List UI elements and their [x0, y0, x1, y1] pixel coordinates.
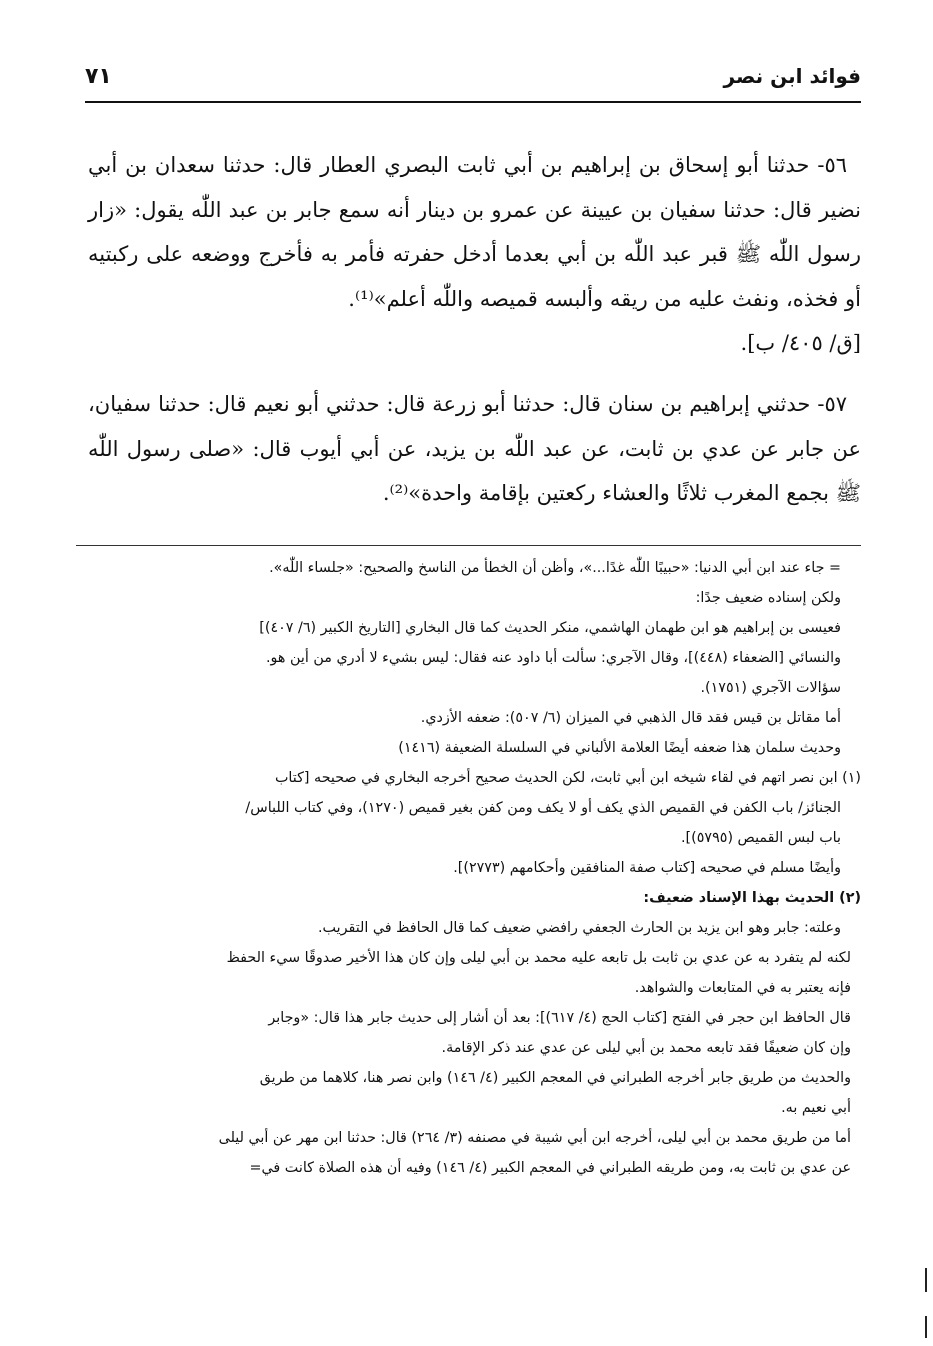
footnote-1-line: (١) ابن نصر اتهم في لقاء شيخه ابن أبي ثابت، لكن الحديث صحيح أخرجه البخاري في صحيحه [كتاب [274, 770, 861, 786]
footnote-2-line: قال الحافظ ابن حجر في الفتح [كتاب الحج (٤/ ٦١٧)]: بعد أن أشار إلى حديث جابر هذا قال: «وجابر [268, 1010, 851, 1026]
footnote-2-line: وإن كان ضعيفًا فقد تابعه محمد بن أبي ليلى عن عدي عند ذكر الإقامة. [441, 1040, 851, 1056]
hadith-56 [88, 143, 861, 321]
footnote-line: والنسائي [الضعفاء (٤٤٨)]، وقال الآجري: سألت أبا داود عنه فقال: ليس بشيء لا أدري من أين هو. [265, 650, 841, 666]
footnote-1-line: باب لبس القميص (٥٧٩٥)]. [681, 830, 841, 846]
footnote-2-line: عن عدي بن ثابت به، ومن طريقه الطبراني في المعجم الكبير (٤/ ١٤٦) وفيه أن هذه الصلاة كانت في= [249, 1160, 851, 1176]
footnote-1-line: الجنائز/ باب الكفن في القميص الذي يكف أو لا يكف ومن كفن بغير قميص (١٢٧٠)، وفي كتاب اللباس/ [245, 800, 841, 816]
footnote-2-line: لكنه لم يتفرد به عن عدي بن ثابت بل تابعه عليه محمد بن أبي ليلى وإن كان هذا الأخير صدوقًا سيء الحفظ [226, 950, 851, 966]
scan-edge-mark [925, 1268, 927, 1292]
hadith-line: عبد اللّٰه يقول: «زار رسول اللّٰه ﷺ قبر عبد اللّٰه بن أبي بعدما أدخل حفرته فأمر به [88, 197, 861, 267]
hadith-line: حدثنا سفيان، عن جابر عن عدي بن ثابت، عن عبد اللّٰه بن يزيد، عن أبي أيوب قال: [88, 391, 861, 461]
footnote-line: سؤالات الآجري (١٧٥١). [700, 680, 841, 696]
main-text [88, 143, 861, 516]
footnote-line: فعيسى بن إبراهيم هو ابن طهمان الهاشمي، منكر الحديث كما قال البخاري [التاريخ الكبير (٦/ ٤٠٧)] [259, 620, 841, 636]
footnote-1-line: وأيضًا مسلم في صحيحه [كتاب صفة المنافقين وأحكامهم (٢٧٧٣)]. [453, 860, 841, 876]
footnote-2-line: وعلته: جابر وهو ابن يزيد بن الحارث الجعفي رافضي ضعيف كما قال الحافظ في التقريب. [318, 920, 841, 936]
footnote-2-line: أبي نعيم به. [781, 1100, 851, 1116]
hadith-line: سعدان بن أبي نضير قال: حدثنا سفيان بن عيينة عن عمرو بن دينار أنه سمع جابر بن [88, 153, 861, 222]
page-header [85, 60, 861, 100]
hadith-line: ٥٧- حدثني إبراهيم بن سنان قال: حدثنا أبو زرعة قال: حدثني أبو نعيم قال: [207, 391, 847, 416]
footnote-2-line: أما من طريق محمد بن أبي ليلى، أخرجه ابن أبي شيبة في مصنفه (٣/ ٢٦٤) قال: حدثنا ابن مهر عن أبي ليلى [218, 1130, 851, 1146]
running-title: فوائد ابن نصر [723, 64, 861, 88]
footnote-line: أما مقاتل بن قيس فقد قال الذهبي في الميزان (٦/ ٥٠٧): ضعفه الأزدي. [420, 710, 841, 726]
footnote-separator [76, 545, 861, 546]
scan-edge-mark [925, 1316, 927, 1338]
footnotes [118, 553, 861, 1183]
footnote-2-title: (٢) الحديث بهذا الإسناد ضعيف: [643, 890, 861, 906]
footnote-line: وحديث سلمان هذا ضعفه أيضًا العلامة الألباني في السلسلة الضعيفة (١٤١٦) [398, 740, 841, 756]
hadith-line: «صلى رسول اللّٰه ﷺ بجمع المغرب ثلاثًا والعشاء ركعتين بإقامة واحدة»⁽²⁾. [88, 436, 861, 506]
footnote-2-line: والحديث من طريق جابر أخرجه الطبراني في المعجم الكبير (٤/ ١٤٦) وابن نصر هنا، كلاهما من طريق [259, 1070, 851, 1086]
header-rule [85, 101, 861, 103]
page-number: ٧١ [85, 64, 112, 89]
hadith-57 [88, 382, 861, 516]
hadith-line: فأخرج ووضعه على ركبتيه أو فخذه، ونفث عليه من ريقه وألبسه قميصه واللّٰه أعلم»⁽¹⁾. [88, 242, 861, 311]
footnote-line: = جاء عند ابن أبي الدنيا: «حبيبًا اللّٰه غدًا...»، وأظن أن الخطأ من الناسخ والصحيح: «جلساء اللّٰه». [269, 560, 841, 576]
footnote-2-line: فإنه يعتبر به في المتابعات والشواهد. [634, 980, 851, 996]
manuscript-reference: [ق/ ٤٠٥/ ب]. [740, 331, 861, 356]
hadith-line: ٥٦- حدثنا أبو إسحاق بن إبراهيم بن أبي ثابت البصري العطار قال: حدثنا [222, 153, 847, 177]
footnote-line: ولكن إسناده ضعيف جدًا: [695, 590, 841, 606]
